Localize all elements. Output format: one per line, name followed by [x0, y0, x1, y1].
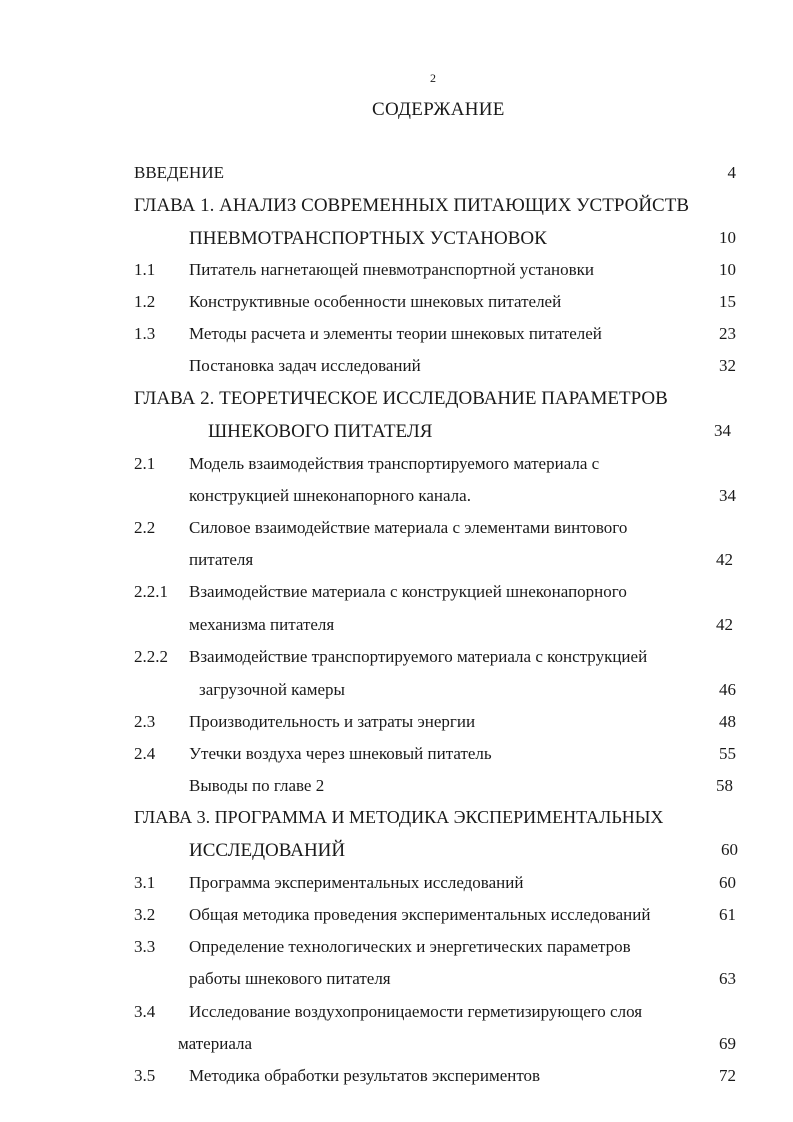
toc-entry-page: 58: [716, 776, 733, 795]
toc-chapter-title: ГЛАВА 1. АНАЛИЗ СОВРЕМЕННЫХ ПИТАЮЩИХ УСТРОЙСТВ: [134, 195, 690, 216]
toc-entry-page: 48: [719, 712, 736, 731]
toc-entry-page: 4: [727, 163, 736, 182]
page-number: 2: [430, 71, 436, 85]
toc-entry-text: работы шнекового питателя: [189, 969, 391, 988]
toc-entry-text: материала: [178, 1034, 253, 1053]
toc-entry-text: Производительность и затраты энергии: [189, 712, 476, 731]
toc-entry-text: Взаимодействие материала с конструкцией шнеконапорного: [189, 582, 627, 601]
toc-entry-number: 1.1: [134, 260, 156, 279]
toc-entry-text: Определение технологических и энергетических параметров: [189, 937, 631, 956]
toc-chapter-title: ГЛАВА 2. ТЕОРЕТИЧЕСКОЕ ИССЛЕДОВАНИЕ ПАРАМЕТРОВ: [134, 388, 668, 409]
toc-entry-text: Постановка задач исследований: [189, 356, 421, 375]
toc-entry-page: 42: [716, 550, 733, 569]
toc-entry-number: 2.4: [134, 744, 156, 763]
toc-entry-page: 10: [719, 260, 736, 279]
page-title: СОДЕРЖАНИЕ: [372, 99, 505, 120]
toc-entry-text: Модель взаимодействия транспортируемого материала с: [189, 454, 600, 473]
toc-entry-number: 1.2: [134, 292, 156, 311]
toc-entry-text: ВВЕДЕНИЕ: [134, 163, 224, 182]
toc-entry-page: 46: [719, 680, 736, 699]
toc-entry-text: Утечки воздуха через шнековый питатель: [189, 744, 492, 763]
toc-entry-text: Исследование воздухопроницаемости герметизирующего слоя: [189, 1002, 643, 1021]
toc-entry-page: 60: [719, 873, 736, 892]
toc-entry-page: 72: [719, 1066, 736, 1085]
toc-entry-text: Общая методика проведения экспериментальных исследований: [189, 905, 651, 924]
toc-entry-text: загрузочной камеры: [199, 680, 345, 699]
toc-entry-page: 34: [719, 486, 736, 505]
toc-entry-text: Взаимодействие транспортируемого материала с конструкцией: [189, 647, 648, 666]
toc-entry-text: Конструктивные особенности шнековых питателей: [189, 292, 562, 311]
toc-entry-number: 1.3: [134, 324, 156, 343]
toc-entry-number: 3.5: [134, 1066, 156, 1085]
toc-entry-number: 3.3: [134, 937, 156, 956]
toc-entry-number: 2.2.2: [134, 647, 168, 666]
toc-entry-text: Силовое взаимодействие материала с элементами винтового: [189, 518, 628, 537]
toc-entry-text: Питатель нагнетающей пневмотранспортной установки: [189, 260, 594, 279]
toc-entry-page: 10: [719, 228, 736, 247]
toc-entry-text: конструкцией шнеконапорного канала.: [189, 486, 471, 505]
toc-entry-page: 61: [719, 905, 736, 924]
toc-entry-number: 2.2: [134, 518, 156, 537]
toc-entry-page: 23: [719, 324, 736, 343]
toc-entry-page: 32: [719, 356, 736, 375]
toc-chapter-title: ШНЕКОВОГО ПИТАТЕЛЯ: [208, 421, 433, 442]
toc-entry-page: 69: [719, 1034, 736, 1053]
toc-entry-page: 42: [716, 615, 733, 634]
toc-entry-page: 34: [714, 421, 731, 440]
toc-entry-page: 55: [719, 744, 736, 763]
toc-entry-text: Программа экспериментальных исследований: [189, 873, 524, 892]
toc-entry-text: Методика обработки результатов экспериментов: [189, 1066, 541, 1085]
toc-entry-number: 3.4: [134, 1002, 156, 1021]
toc-entry-number: 3.1: [134, 873, 156, 892]
toc-entry-number: 2.3: [134, 712, 156, 731]
toc-entry-page: 60: [721, 840, 738, 859]
toc-chapter-title: ГЛАВА 3. ПРОГРАММА И МЕТОДИКА ЭКСПЕРИМЕНТАЛЬНЫХ: [134, 807, 664, 827]
toc-entry-number: 2.2.1: [134, 582, 168, 601]
toc-entry-number: 3.2: [134, 905, 156, 924]
toc-entry-text: механизма питателя: [189, 615, 335, 634]
toc-chapter-title: ИССЛЕДОВАНИЙ: [189, 840, 346, 861]
toc-entry-page: 15: [719, 292, 736, 311]
toc-entry-text: питателя: [189, 550, 254, 569]
toc-chapter-title: ПНЕВМОТРАНСПОРТНЫХ УСТАНОВОК: [189, 228, 547, 249]
toc-entry-number: 2.1: [134, 454, 156, 473]
toc-entry-page: 63: [719, 969, 736, 988]
toc-entry-text: Методы расчета и элементы теории шнековых питателей: [189, 324, 602, 343]
toc-entry-text: Выводы по главе 2: [189, 776, 325, 795]
